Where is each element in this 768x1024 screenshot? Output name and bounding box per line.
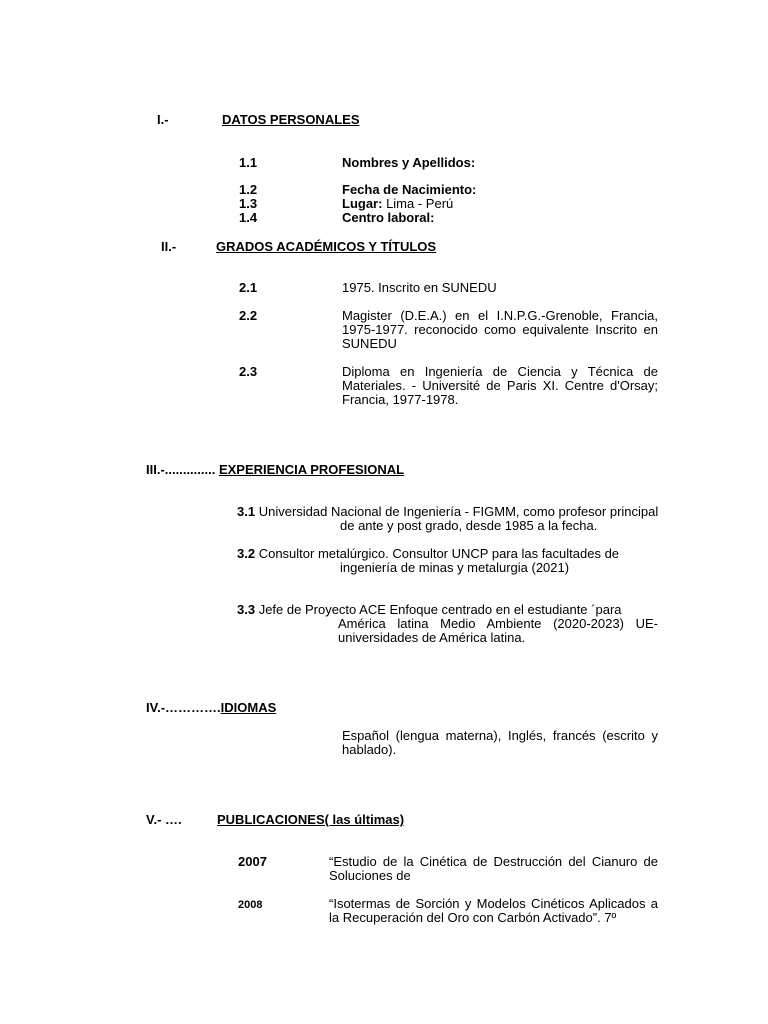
pub-2-year: 2008 (238, 899, 263, 911)
item-1-3-label: Lugar: (342, 196, 383, 211)
item-1-4-label: Centro laboral: (342, 210, 435, 225)
item-1-2-label: Fecha de Nacimiento: (342, 182, 477, 197)
item-2-3-number: 2.3 (239, 364, 258, 379)
section-1-title: DATOS PERSONALES (222, 112, 360, 127)
section-3-title: EXPERIENCIA PROFESIONAL (218, 462, 405, 477)
item-3-1-number: 3.1 (237, 504, 256, 519)
pub-1-text: “Estudio de la Cinética de Destrucción del Cianuro de Soluciones de (329, 854, 658, 883)
item-3-2-continuation: ingeniería de minas y metalurgia (2021) (340, 560, 570, 575)
item-2-2-number: 2.2 (239, 308, 258, 323)
pub-1-year: 2007 (238, 854, 267, 869)
item-1-3-field (342, 197, 453, 211)
item-1-1-number: 1.1 (239, 155, 258, 170)
section-1-number: I.- (157, 112, 169, 127)
item-3-3-text: Jefe de Proyecto ACE Enfoque centrado en el estudiante ´para (258, 602, 622, 617)
item-3-3-number: 3.3 (237, 602, 256, 617)
item-1-4-field (342, 211, 434, 225)
item-2-2-text: Magister (D.E.A.) en el I.N.P.G.-Grenoble, Francia, 1975-1977. reconocido como equivalente Inscrito en SUNEDU (342, 308, 658, 351)
section-3-number: III.-.............. (146, 462, 216, 477)
pub-2-text: “Isotermas de Sorción y Modelos Cinéticos Aplicados a la Recuperación del Oro con Carbón Activado”. 7º (329, 896, 658, 925)
languages-text: Español (lengua materna), Inglés, francés (escrito y hablado). (342, 728, 658, 757)
section-3-header (146, 463, 404, 477)
item-2-3-text: Diploma en Ingeniería de Ciencia y Técnica de Materiales. - Université de Paris XI. Centre d'Orsay; Francia, 1977-1978. (342, 364, 658, 407)
section-2-number: II.- (161, 239, 177, 254)
section-4-number: IV.-…………. (146, 700, 221, 715)
item-2-1-number: 2.1 (239, 280, 258, 295)
item-3-1-line1 (237, 505, 658, 519)
item-3-1-text: Universidad Nacional de Ingeniería - FIGMM, como profesor principal (258, 504, 659, 519)
section-4-title: IDIOMAS (220, 700, 277, 715)
item-1-3-value: Lima - Perú (382, 196, 454, 211)
section-5-title: PUBLICACIONES( las últimas) (217, 812, 405, 827)
item-1-1-label: Nombres y Apellidos: (342, 155, 476, 170)
item-1-1-field (342, 156, 475, 170)
section-2-title: GRADOS ACADÉMICOS Y TÍTULOS (216, 239, 437, 254)
item-3-2-number: 3.2 (237, 546, 256, 561)
item-3-2-line1 (237, 547, 619, 561)
item-1-2-number: 1.2 (239, 182, 258, 197)
item-3-3-continuation: América latina Medio Ambiente (2020-2023) UE-universidades de América latina. (338, 616, 658, 645)
section-5-number: V.- …. (146, 812, 182, 827)
section-4-header (146, 701, 276, 715)
item-1-3-number: 1.3 (239, 196, 258, 211)
item-3-1-continuation: de ante y post grado, desde 1985 a la fecha. (340, 518, 598, 533)
item-3-3-line1 (237, 603, 622, 617)
item-2-1-text: 1975. Inscrito en SUNEDU (342, 280, 497, 295)
item-3-2-text: Consultor metalúrgico. Consultor UNCP para las facultades de (258, 546, 620, 561)
item-1-2-field (342, 183, 476, 197)
item-1-4-number: 1.4 (239, 210, 258, 225)
